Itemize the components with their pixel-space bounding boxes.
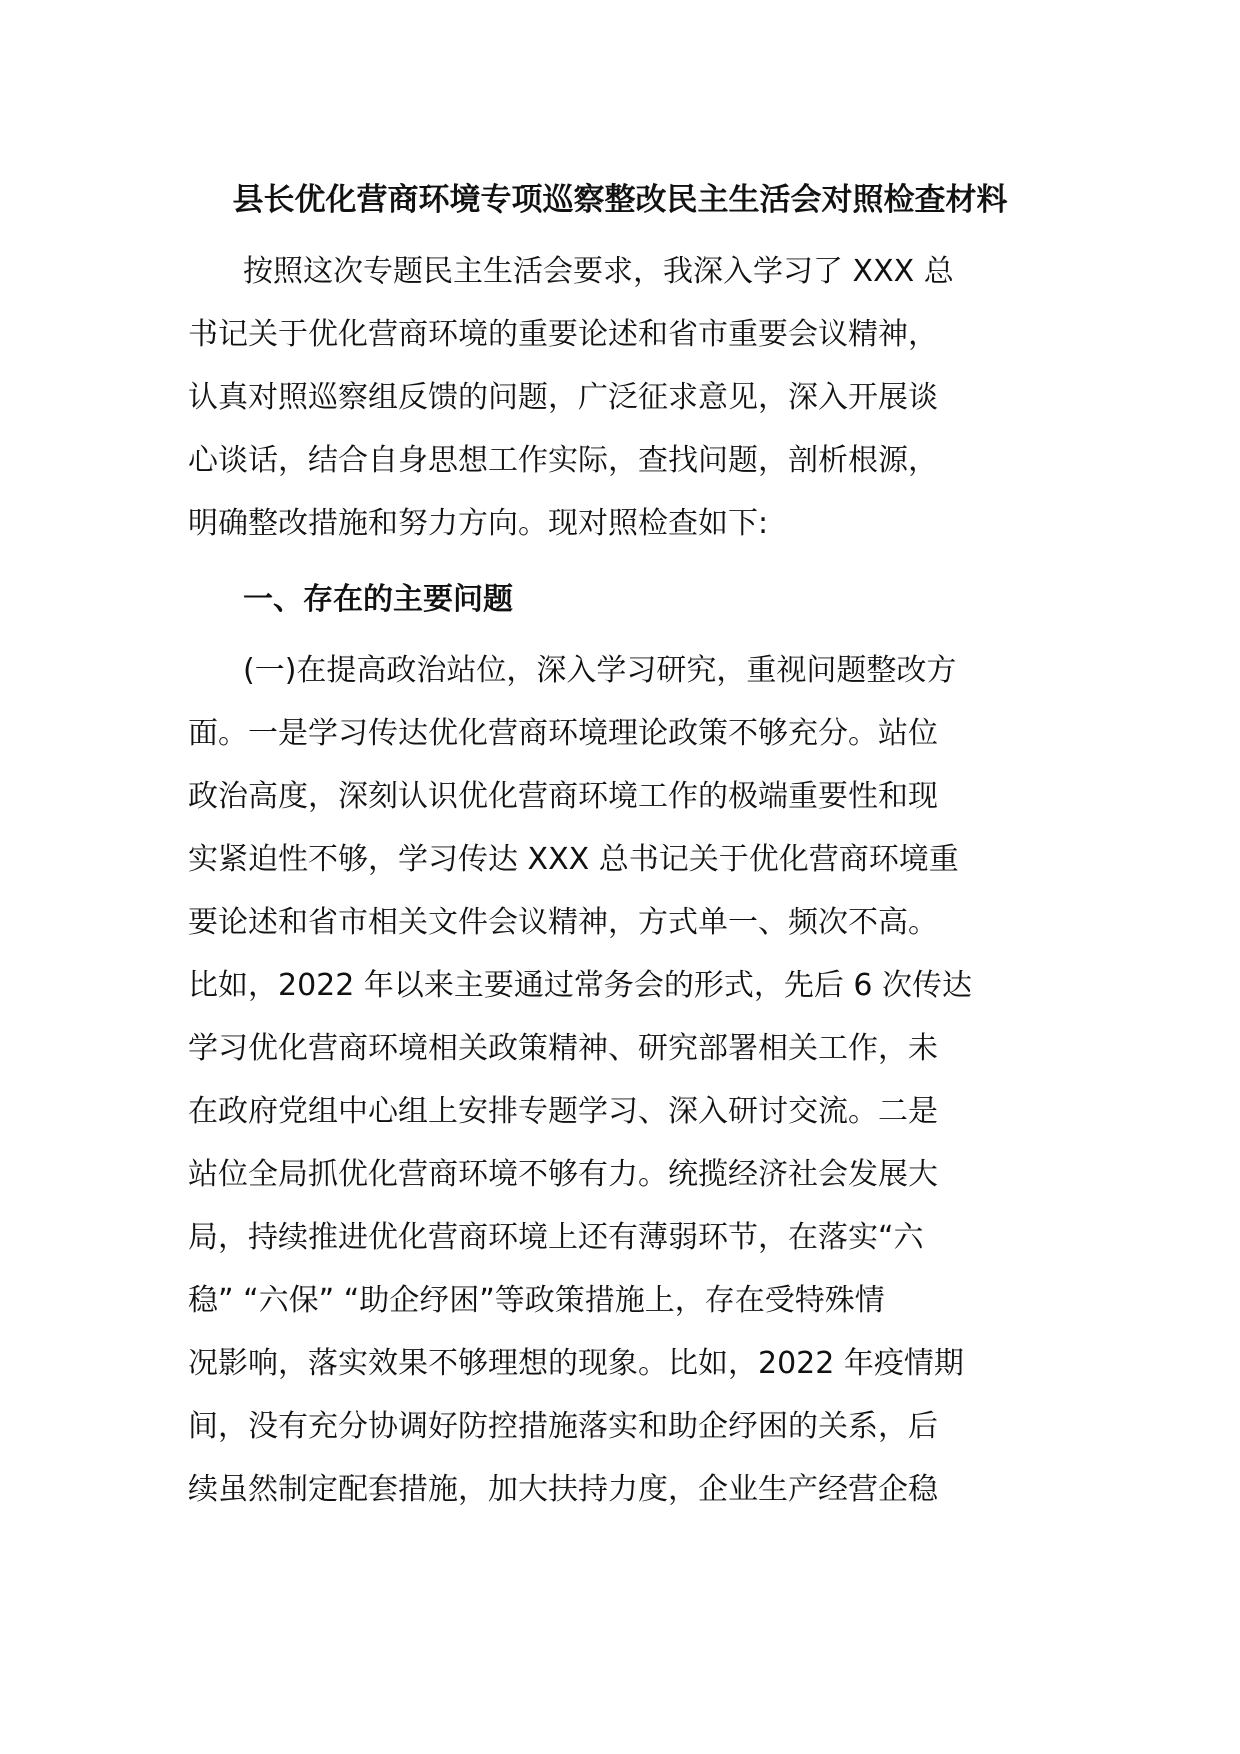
body-line-11: 稳” “六保” “助企纾困”等政策措施上，存在受特殊情 [188,1283,885,1318]
body-line-8: 在政府党组中心组上安排专题学习、深入研讨交流。二是 [188,1094,938,1129]
section-heading: 一、存在的主要问题 [243,582,513,617]
body-line-4: 实紧迫性不够，学习传达 XXX 总书记关于优化营商环境重 [188,842,959,877]
body-line-6: 比如，2022 年以来主要通过常务会的形式，先后 6 次传达 [188,968,973,1003]
body-line-5: 要论述和省市相关文件会议精神，方式单一、频次不高。 [188,905,938,940]
body-line-14: 续虽然制定配套措施，加大扶持力度，企业生产经营企稳 [188,1472,938,1507]
body-line-12: 况影响，落实效果不够理想的现象。比如，2022 年疫情期 [188,1346,964,1381]
intro-line-1: 按照这次专题民主生活会要求，我深入学习了 XXX 总 [243,254,954,289]
intro-line-3: 认真对照巡察组反馈的问题，广泛征求意见，深入开展谈 [188,380,938,415]
intro-line-2: 书记关于优化营商环境的重要论述和省市重要会议精神， [188,317,938,352]
body-line-7: 学习优化营商环境相关政策精神、研究部署相关工作，未 [188,1031,938,1066]
intro-line-4: 心谈话，结合自身思想工作实际，查找问题，剖析根源， [188,443,938,478]
intro-line-5: 明确整改措施和努力方向。现对照检查如下: [188,506,769,541]
body-line-3: 政治高度，深刻认识优化营商环境工作的极端重要性和现 [188,779,938,814]
body-line-1: (一)在提高政治站位，深入学习研究，重视问题整改方 [243,653,957,688]
body-line-2: 面。一是学习传达优化营商环境理论政策不够充分。站位 [188,716,938,751]
document-title: 县长优化营商环境专项巡察整改民主生活会对照检查材料 [232,182,1008,218]
body-line-13: 间，没有充分协调好防控措施落实和助企纾困的关系，后 [188,1409,938,1444]
body-line-10: 局，持续推进优化营商环境上还有薄弱环节，在落实“六 [188,1220,924,1255]
body-line-9: 站位全局抓优化营商环境不够有力。统揽经济社会发展大 [188,1157,938,1192]
